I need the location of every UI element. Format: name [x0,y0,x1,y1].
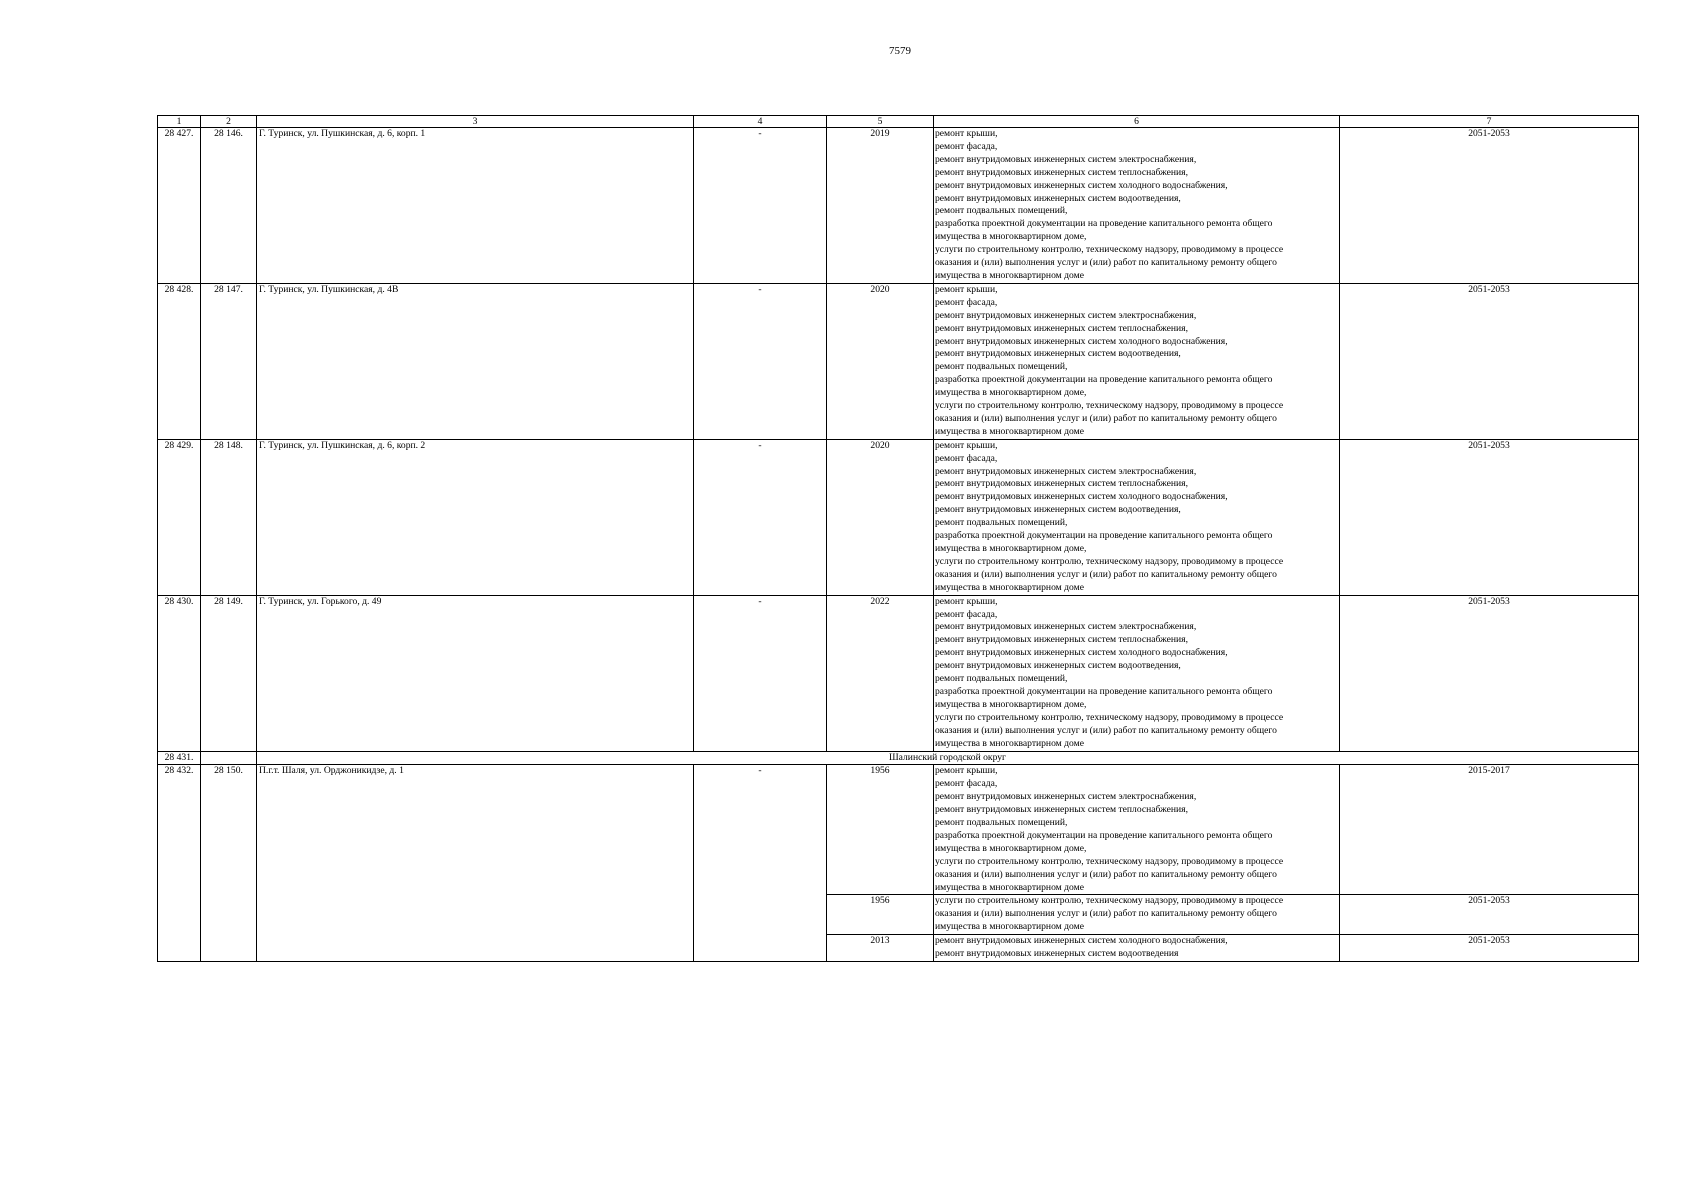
work-item: ремонт внутридомовых инженерных систем водоотведения, [935,504,1181,516]
repair-period: 2051-2053 [1340,439,1639,595]
work-item: ремонт внутридомовых инженерных систем электроснабжения, [935,153,1197,165]
row-number: 28 427. [158,128,201,284]
house-number: 28 147. [201,283,257,439]
work-item: имущества в многоквартирном доме, [935,231,1087,243]
address: П.г.т. Шаля, ул. Орджоникидзе, д. 1 [257,765,694,962]
district-name: Шалинский городской округ [257,751,1639,765]
row-number: 28 432. [158,765,201,962]
year-value: 2022 [827,595,934,751]
address: Г. Туринск, ул. Пушкинская, д. 6, корп. 2 [257,439,694,595]
column-4-value: - [694,439,827,595]
work-item: ремонт внутридомовых инженерных систем водоотведения, [935,192,1181,204]
work-item: ремонт подвальных помещений, [935,205,1068,217]
work-item: ремонт крыши, [935,765,998,777]
work-item: имущества в многоквартирном доме [935,921,1084,933]
repair-period: 2051-2053 [1340,935,1639,962]
works-list [934,595,1340,751]
house-number: 28 150. [201,765,257,962]
year-value: 2020 [827,283,934,439]
table-row [158,765,1639,895]
work-item: имущества в многоквартирном доме, [935,698,1087,710]
table-row [158,128,1639,284]
work-item: ремонт крыши, [935,595,998,607]
year-value: 2013 [827,935,934,962]
work-item: оказания и (или) выполнения услуг и (или) работ по капитальному ремонту общего [935,568,1277,580]
work-item: имущества в многоквартирном доме, [935,543,1087,554]
work-item: ремонт крыши, [935,283,998,295]
work-item: разработка проектной документации на проведение капитального ремонта общего [935,829,1273,841]
work-item: оказания и (или) выполнения услуг и (или) работ по капитальному ремонту общего [935,908,1277,920]
column-4-value: - [694,595,827,751]
work-item: услуги по строительному контролю, техническому надзору, проводимому в процессе [935,855,1284,867]
works-list [934,283,1340,439]
work-item: разработка проектной документации на проведение капитального ремонта общего [935,374,1273,386]
column-4-value: - [694,765,827,962]
empty-cell [201,751,257,765]
work-item: оказания и (или) выполнения услуг и (или) работ по капитальному ремонту общего [935,257,1277,269]
work-item: имущества в многоквартирном доме [935,737,1084,749]
work-item: услуги по строительному контролю, техническому надзору, проводимому в процессе [935,555,1284,567]
works-list [934,765,1340,895]
work-item: имущества в многоквартирном доме, [935,842,1087,854]
works-list [934,895,1340,935]
work-item: ремонт подвальных помещений, [935,817,1068,829]
column-number: 1 [158,116,201,128]
work-item: ремонт внутридомовых инженерных систем электроснабжения, [935,791,1197,803]
work-item: имущества в многоквартирном доме [935,581,1084,593]
works-list [934,439,1340,595]
house-number: 28 146. [201,128,257,284]
column-number: 4 [694,116,827,128]
work-item: ремонт крыши, [935,439,998,451]
work-item: ремонт внутридомовых инженерных систем холодного водоснабжения, [935,491,1228,503]
work-item: услуги по строительному контролю, техническому надзору, проводимому в процессе [935,244,1284,256]
row-number: 28 431. [158,751,201,765]
work-item: ремонт внутридомовых инженерных систем холодного водоснабжения, [935,335,1228,347]
column-number: 3 [257,116,694,128]
address: Г. Туринск, ул. Пушкинская, д. 6, корп. 1 [257,128,694,284]
work-item: оказания и (или) выполнения услуг и (или) работ по капитальному ремонту общего [935,868,1277,880]
work-item: имущества в многоквартирном доме, [935,387,1087,399]
year-value: 2020 [827,439,934,595]
work-item: имущества в многоквартирном доме [935,425,1084,437]
work-item: ремонт фасада, [935,608,998,620]
work-item: ремонт внутридомовых инженерных систем водоотведения [935,948,1179,960]
work-item: ремонт фасада, [935,296,998,308]
column-number: 7 [1340,116,1639,128]
table-row [158,283,1639,439]
row-number: 28 428. [158,283,201,439]
row-number: 28 430. [158,595,201,751]
work-item: ремонт подвальных помещений, [935,673,1068,685]
column-number: 6 [934,116,1340,128]
work-item: ремонт внутридомовых инженерных систем электроснабжения, [935,465,1197,477]
work-item: имущества в многоквартирном доме [935,269,1084,281]
work-item: услуги по строительному контролю, техническому надзору, проводимому в процессе [935,711,1284,723]
column-number: 2 [201,116,257,128]
work-item: ремонт фасада, [935,140,998,152]
work-item: ремонт внутридомовых инженерных систем теплоснабжения, [935,322,1188,334]
column-4-value: - [694,128,827,284]
district-row [158,751,1639,765]
work-item: ремонт внутридомовых инженерных систем теплоснабжения, [935,166,1188,178]
repair-period: 2015-2017 [1340,765,1639,895]
work-item: разработка проектной документации на проведение капитального ремонта общего [935,218,1273,230]
work-item: ремонт внутридомовых инженерных систем электроснабжения, [935,621,1197,633]
works-list [934,935,1340,962]
table-row [158,439,1639,595]
works-list [934,128,1340,284]
repair-period: 2051-2053 [1340,283,1639,439]
year-value: 1956 [827,765,934,895]
work-item: разработка проектной документации на проведение капитального ремонта общего [935,530,1273,542]
address: Г. Туринск, ул. Горького, д. 49 [257,595,694,751]
repair-period: 2051-2053 [1340,895,1639,935]
work-item: ремонт внутридомовых инженерных систем теплоснабжения, [935,634,1188,646]
address: Г. Туринск, ул. Пушкинская, д. 4В [257,283,694,439]
work-item: оказания и (или) выполнения услуг и (или) работ по капитальному ремонту общего [935,724,1277,736]
house-number: 28 149. [201,595,257,751]
work-item: ремонт внутридомовых инженерных систем холодного водоснабжения, [935,179,1228,191]
table-row [158,595,1639,751]
house-number: 28 148. [201,439,257,595]
work-item: оказания и (или) выполнения услуг и (или) работ по капитальному ремонту общего [935,412,1277,424]
repair-period: 2051-2053 [1340,595,1639,751]
work-item: разработка проектной документации на проведение капитального ремонта общего [935,685,1273,697]
year-value: 2019 [827,128,934,284]
work-item: ремонт крыши, [935,128,998,139]
work-item: ремонт подвальных помещений, [935,361,1068,373]
work-item: услуги по строительному контролю, техническому надзору, проводимому в процессе [935,895,1284,907]
page-number: 7579 [889,45,911,57]
column-number: 5 [827,116,934,128]
year-value: 1956 [827,895,934,935]
column-4-value: - [694,283,827,439]
work-item: ремонт внутридомовых инженерных систем холодного водоснабжения, [935,647,1228,659]
capital-repair-table [157,115,1639,962]
repair-period: 2051-2053 [1340,128,1639,284]
work-item: ремонт внутридомовых инженерных систем теплоснабжения, [935,478,1188,490]
work-item: ремонт фасада, [935,778,998,790]
work-item: ремонт внутридомовых инженерных систем теплоснабжения, [935,804,1188,816]
work-item: ремонт внутридомовых инженерных систем водоотведения, [935,348,1181,360]
row-number: 28 429. [158,439,201,595]
work-item: ремонт внутридомовых инженерных систем холодного водоснабжения, [935,935,1228,947]
work-item: ремонт подвальных помещений, [935,517,1068,529]
work-item: ремонт фасада, [935,452,998,464]
work-item: ремонт внутридомовых инженерных систем водоотведения, [935,660,1181,672]
work-item: ремонт внутридомовых инженерных систем электроснабжения, [935,309,1197,321]
work-item: имущества в многоквартирном доме [935,881,1084,893]
column-number-row [158,116,1639,128]
work-item: услуги по строительному контролю, техническому надзору, проводимому в процессе [935,400,1284,412]
